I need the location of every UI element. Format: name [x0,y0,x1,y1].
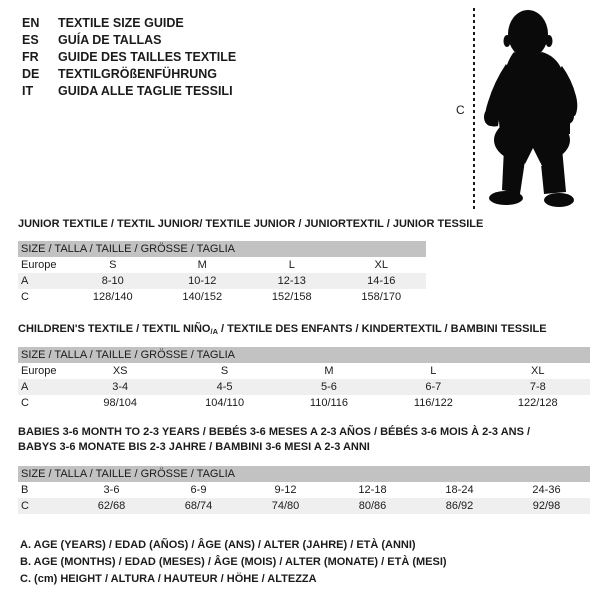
language-code: ES [22,33,39,47]
table-cell: 62/68 [97,500,126,512]
table-cell: 6-9 [190,484,207,496]
table-cell: M [324,365,334,377]
table-cell: 7-8 [529,381,546,393]
table-row [18,289,426,305]
table-row [18,363,590,379]
language-code: IT [22,84,34,98]
table-cell: M [197,259,207,271]
language-code: DE [22,67,40,81]
table-cell: Europe [21,259,57,271]
table-row [18,273,426,289]
table-row [18,379,590,395]
table-cell: L [430,365,437,377]
footnote: A. AGE (YEARS) / EDAD (AÑOS) / ÂGE (ANS) / ALTER (JAHRE) / ETÀ (ANNI) [20,539,416,551]
table-cell: 74/80 [271,500,300,512]
size-header-bar: SIZE / TALLA / TAILLE / GRÖSSE / TAGLIA [18,241,426,257]
table-cell: 104/110 [205,397,245,409]
table-cell: 128/140 [92,291,133,303]
table-cell: 116/122 [413,397,453,409]
table-cell: 12-18 [358,484,387,496]
size-table [18,257,426,305]
table-cell: XL [531,365,545,377]
table-cell: 12-13 [277,275,306,287]
table-cell: Europe [21,365,57,377]
table-cell: C [21,397,29,409]
table-cell: L [288,259,295,271]
table-cell: XL [374,259,388,271]
language-label: GUÍA DE TALLAS [58,33,162,47]
table-cell: A [21,275,29,287]
table-cell: 14-16 [367,275,396,287]
size-header-bar: SIZE / TALLA / TAILLE / GRÖSSE / TAGLIA [18,466,590,482]
table-cell: 9-12 [274,484,297,496]
language-label: TEXTILE SIZE GUIDE [58,16,184,30]
table-title: CHILDREN'S TEXTILE / TEXTIL $NIÑO_{/A}$ / TEXTILE DES ENFANTS / KINDERTEXTIL / BAMBINI TESSILE [18,323,547,336]
footnote: B. AGE (MONTHS) / EDAD (MESES) / ÂGE (MOIS) / ALTER (MONATE) / ETÀ (MESI) [20,556,447,568]
table-row [18,482,590,498]
table-cell: 24-36 [532,484,561,496]
table-cell: B [21,484,29,496]
table-cell: 3-4 [112,381,129,393]
table-cell: 18-24 [445,484,474,496]
table-row [18,498,590,514]
table-row [18,257,426,273]
language-list [22,15,236,100]
footnote-list [20,537,447,588]
table-cell: 158/170 [361,291,402,303]
table-title: JUNIOR TEXTILE / TEXTIL JUNIOR/ TEXTILE JUNIOR / JUNIORTEXTIL / JUNIOR TESSILE [18,218,484,230]
size-table [18,482,590,514]
baby-silhouette-icon [482,8,592,208]
table-cell: A [21,381,29,393]
table-cell: 80/86 [358,500,387,512]
table-title: BABIES 3-6 MONTH TO 2-3 YEARS / BEBÉS 3-6 MESES A 2-3 AÑOS / BÉBÉS 3-6 MOIS À 2-3 ANS / BABYS 3-6 MONATE BIS 2-3 JAHRE / BAMBINI 3-6 MESI A 2-3 ANNI [18,426,531,453]
table-cell: 122/128 [517,397,558,409]
table-cell: S [220,365,229,377]
footnote: C. (cm) HEIGHT / ALTURA / HAUTEUR / HÖHE / ALTEZZA [20,573,317,585]
table-cell: 3-6 [103,484,120,496]
table-row [18,395,590,411]
language-row [22,66,236,83]
table-cell: C [21,291,29,303]
language-label: TEXTILGRÖßENFÜHRUNG [58,67,218,81]
size-header-bar: SIZE / TALLA / TAILLE / GRÖSSE / TAGLIA [18,347,590,363]
table-cell: S [109,259,117,271]
table-cell: 140/152 [182,291,223,303]
table-cell: 86/92 [445,500,474,512]
language-code: FR [22,50,39,64]
table-cell: C [21,500,29,512]
table-cell: 6-7 [425,381,442,393]
language-label: GUIDA ALLE TAGLIE TESSILI [58,84,233,98]
language-row [22,15,236,32]
table-cell: 5-6 [321,381,337,393]
table-cell: 10-12 [188,275,217,287]
language-label: GUIDE DES TAILLES TEXTILE [58,50,237,64]
table-cell: 110/116 [309,397,349,409]
size-table [18,363,590,411]
height-dashed-line [473,8,475,209]
height-label-c: C [456,103,465,117]
table-cell: XS [112,365,128,377]
table-cell: 92/98 [532,500,561,512]
language-row [22,83,236,100]
language-row [22,32,236,49]
table-cell: 152/158 [271,291,312,303]
language-code: EN [22,16,40,30]
table-cell: 4-5 [216,381,233,393]
table-cell: 8-10 [101,275,124,287]
table-cell: 68/74 [184,500,213,512]
table-cell: 98/104 [103,397,138,409]
language-row [22,49,236,66]
